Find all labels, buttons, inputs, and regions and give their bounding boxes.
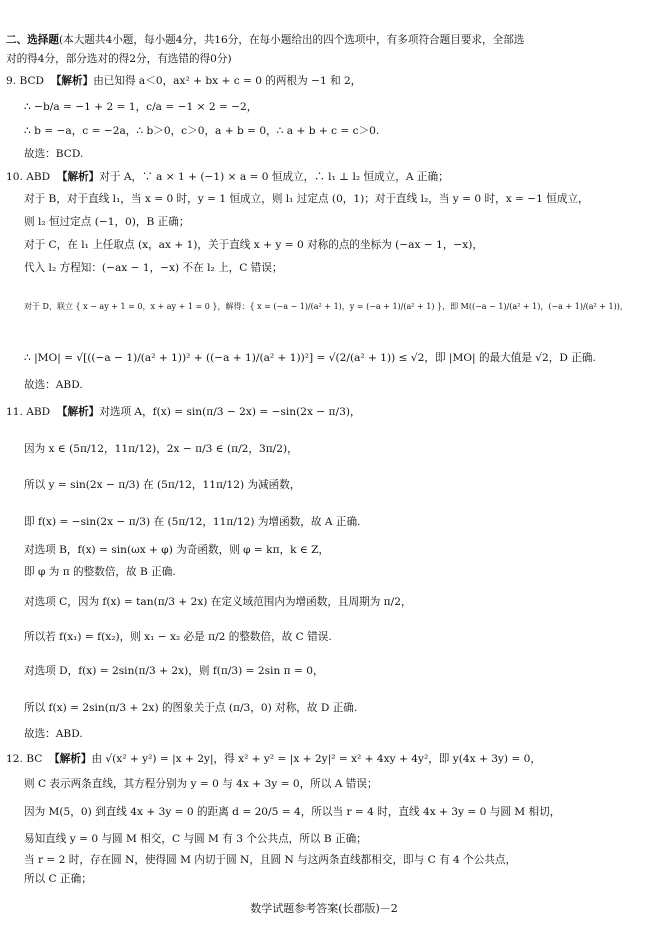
q12-line-6: 所以 C 正确； <box>24 873 92 885</box>
q9-tag: 【解析】 <box>50 75 94 87</box>
q10-tag: 【解析】 <box>56 171 100 183</box>
q12-line-1: 12. BC 【解析】由 √(x² + y²) = |x + 2y|，得 x² + y² = |x + 2y|² = x² + 4xy + 4y²，即 y(4x + 3y) = 0， <box>6 753 541 765</box>
q12-tag: 【解析】 <box>49 753 92 765</box>
q11-line-8: 所以若 f(x₁) = f(x₂)，则 x₁ − x₂ 必是 π/2 的整数倍，故 C 错误. <box>24 631 332 643</box>
q10-line-4: 对于 C，在 l₁ 上任取点 (x，ax + 1)，关于直线 x + y = 0 对称的点的坐标为 (−ax − 1，−x)， <box>24 239 483 251</box>
section-heading <box>6 33 636 47</box>
page-footer: 数学试题参考答案(长郡版)－2 <box>250 902 398 915</box>
q11-line-7: 对选项 C，因为 f(x) = tan(π/3 + 2x) 在定义域范围内为增函数，且周期为 π/2， <box>24 596 412 608</box>
q9-line-2: ∴ −b/a = −1 + 2 = 1，c/a = −1 × 2 = −2， <box>24 101 258 113</box>
q11-line-9: 对选项 D，f(x) = 2sin(π/3 + 2x)，则 f(π/3) = 2sin π = 0， <box>24 665 324 677</box>
q11-line-10: 所以 f(x) = 2sin(π/3 + 2x) 的图象关于点 (π/3，0) 对称，故 D 正确. <box>24 702 358 714</box>
q11-line-4: 即 f(x) = −sin(2x − π/3) 在 (5π/12，11π/12) 为增函数，故 A 正确. <box>24 516 361 528</box>
q10-line-3: 则 l₂ 恒过定点 (−1，0)，B 正确； <box>24 216 190 228</box>
q10-line-5: 代入 l₂ 方程知：(−ax − 1，−x) 不在 l₂ 上，C 错误； <box>24 262 283 274</box>
q9-line-1: 9. BCD 【解析】由已知得 a＜0，ax² + bx + c = 0 的两根为 −1 和 2， <box>6 75 362 87</box>
q9-line-4: 故选：BCD. <box>24 148 84 160</box>
q10-line-1: 10. ABD 【解析】对于 A，∵ a × 1 + (−1) × a = 0 恒成立，∴ l₁ ⊥ l₂ 恒成立，A 正确； <box>6 171 449 183</box>
q11-line-3: 所以 y = sin(2x − π/3) 在 (5π/12，11π/12) 为减函数， <box>24 479 301 491</box>
q10-line-6: 对于 D，联立 { x − ay + 1 = 0，x + ay + 1 = 0 }，解得：{ x = (−a − 1)/(a² + 1)，y = (−a + 1)/(a² + 1) }，即 M((−a − 1)/(a² + 1)，(−a + 1)/(a² + 1))， <box>24 302 628 311</box>
q12-line-5: 当 r = 2 时，存在圆 N，使得圆 M 内切于圆 N，且圆 N 与这两条直线都相交，即与 C 有 4 个公共点， <box>24 854 517 866</box>
q11-line-2: 因为 x ∈ (5π/12，11π/12)，2x − π/3 ∈ (π/2，3π/2)， <box>24 443 298 455</box>
q11-line-6: 即 φ 为 π 的整数倍，故 B 正确. <box>24 566 176 578</box>
q10-line-8: 故选：ABD. <box>24 379 83 391</box>
q12-answer: 12. BC <box>6 753 43 765</box>
q10-line-7: ∴ |MO| = √[((−a − 1)/(a² + 1))² + ((−a + 1)/(a² + 1))²] = √(2/(a² + 1)) ≤ √2，即 |MO| 的最大值是 √2，D 正确. <box>24 352 596 364</box>
q9-line-3: ∴ b = −a，c = −2a，∴ b＞0，c＞0，a + b = 0，∴ a + b + c = c＞0. <box>24 125 380 137</box>
q10-answer: 10. ABD <box>6 171 51 183</box>
section-intro-1: (本大题共4小题，每小题4分，共16分，在每小题给出的四个选项中，有多项符合题目要求，全部选 <box>58 34 525 46</box>
q11-tag: 【解析】 <box>56 406 100 418</box>
section-intro-2: 对的得4分，部分选对的得2分，有选错的得0分) <box>6 53 232 65</box>
q11-answer: 11. ABD <box>6 406 51 418</box>
q11-line-1: 11. ABD 【解析】对选项 A，f(x) = sin(π/3 − 2x) = −sin(2x − π/3)， <box>6 406 361 418</box>
q9-answer: 9. BCD <box>6 75 45 87</box>
q11-line-11: 故选：ABD. <box>24 728 83 740</box>
q12-line-2: 则 C 表示两条直线，其方程分别为 y = 0 与 4x + 3y = 0，所以 A 错误； <box>24 778 378 790</box>
section-title: 二、选择题 <box>6 34 59 46</box>
q12-line-3: 因为 M(5，0) 到直线 4x + 3y = 0 的距离 d = 20/5 = 4，所以当 r = 4 时，直线 4x + 3y = 0 与圆 M 相切， <box>24 806 561 818</box>
q11-line-5: 对选项 B，f(x) = sin(ωx + φ) 为奇函数，则 φ = kπ，k ∈ Z， <box>24 544 330 556</box>
q10-line-2: 对于 B，对于直线 l₁，当 x = 0 时，y = 1 恒成立，则 l₁ 过定点 (0，1)；对于直线 l₂，当 y = 0 时，x = −1 恒成立， <box>24 193 589 205</box>
q12-line-4: 易知直线 y = 0 与圆 M 相交，C 与圆 M 有 3 个公共点，所以 B 正确； <box>24 833 367 845</box>
